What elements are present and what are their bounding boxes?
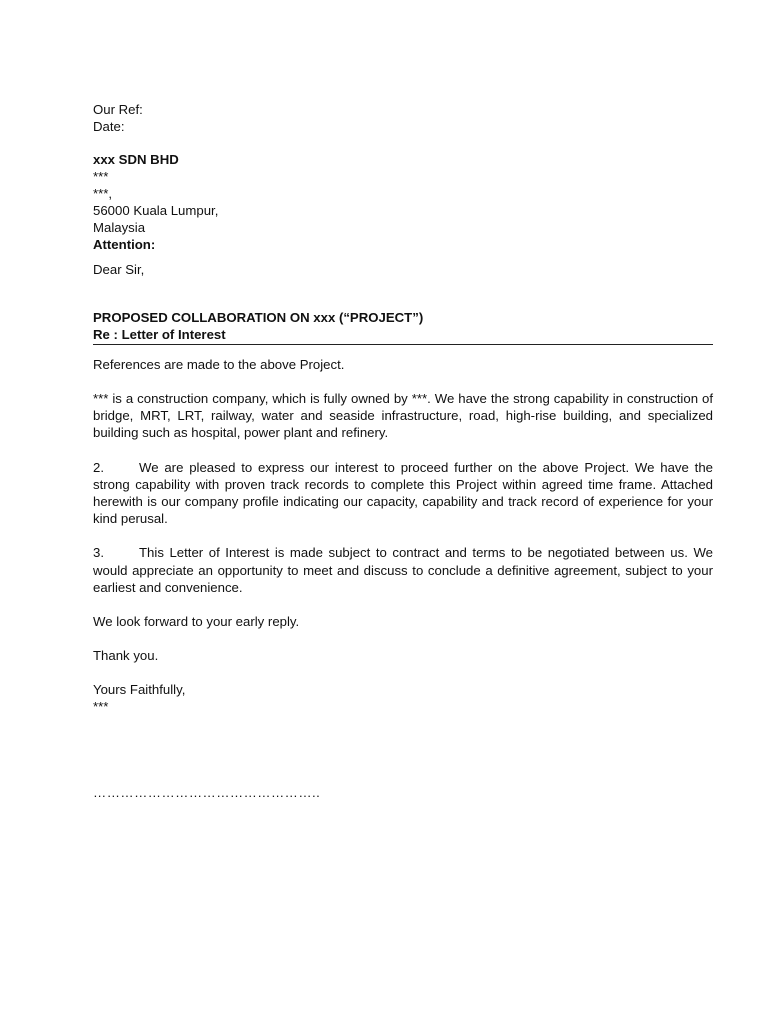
thank-you: Thank you.	[93, 648, 159, 664]
attention-label: Attention:	[93, 237, 156, 252]
intro-paragraph: References are made to the above Project.	[93, 357, 345, 372]
paragraph-3	[93, 544, 713, 596]
salutation: Dear Sir,	[93, 262, 145, 277]
recipient-address-line1: ***	[93, 169, 109, 184]
closing-line: We look forward to your early reply.	[93, 614, 300, 630]
recipient-country: Malaysia	[93, 220, 146, 235]
paragraph-3-text: This Letter of Interest is made subject to contract and terms to be negotiated between us. We would appreciate an opportunity to meet and discuss to conclude a definitive agreement, subject to your earliest and convenience.	[93, 545, 713, 595]
signature-line: …………………………………………..	[93, 785, 321, 801]
letter-document	[93, 101, 713, 801]
paragraph-1: *** is a construction company, which is fully owned by ***. We have the strong capability in construction of bridge, MRT, LRT, railway, water and seaside infrastructure, road, high-rise building, and specialized building such as hospital, power plant and refinery.	[93, 391, 713, 441]
recipient-city: 56000 Kuala Lumpur,	[93, 203, 219, 218]
paragraph-3-number: 3.	[93, 545, 104, 561]
paragraph-2-text: We are pleased to express our interest to proceed further on the above Project. We have the strong capability with proven track records to complete this Project within agreed time frame. Attached herewith is our company profile indicating our capacity, capability and track record of experience for your kind perusal.	[93, 459, 713, 527]
subject-re: Re : Letter of Interest	[93, 326, 713, 345]
recipient-company: xxx SDN BHD	[93, 152, 179, 167]
paragraph-2	[93, 459, 713, 528]
paragraph-2-number: 2.	[93, 459, 104, 475]
ref-label: Our Ref:	[93, 102, 143, 117]
signoff-closing: Yours Faithfully,	[93, 682, 186, 698]
recipient-address-line2: ***,	[93, 186, 113, 201]
date-label: Date:	[93, 119, 125, 134]
subject-title: PROPOSED COLLABORATION ON xxx (“PROJECT”)	[93, 310, 424, 325]
signoff-sender: ***	[93, 699, 109, 715]
